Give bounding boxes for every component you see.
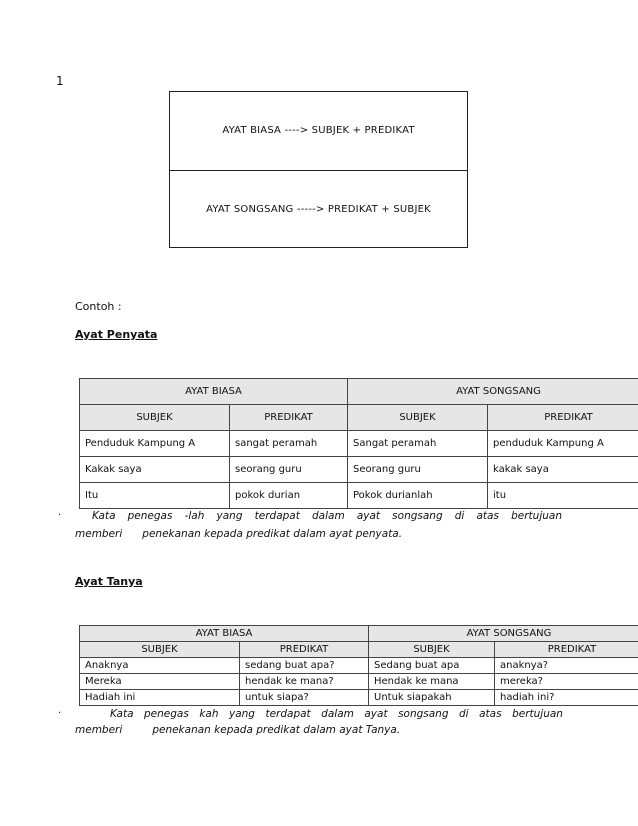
table-cell: pokok durian — [230, 483, 348, 509]
table-cell: sedang buat apa? — [240, 658, 369, 674]
table-cell: Untuk siapakah — [369, 690, 495, 706]
note-word: terdapat — [254, 510, 300, 522]
column-header-row — [80, 405, 638, 431]
note-word: bertujuan — [512, 708, 563, 720]
table-cell: Hendak ke mana — [369, 674, 495, 690]
table-cell: untuk siapa? — [240, 690, 369, 706]
table-cell: Penduduk Kampung A — [80, 431, 230, 457]
note-word: Kata — [92, 510, 116, 522]
note-word: terdapat — [265, 708, 311, 720]
section-heading-tanya: Ayat Tanya — [75, 575, 143, 588]
note-word: yang — [228, 708, 255, 720]
group-header-row — [80, 626, 638, 642]
column-header-row — [80, 642, 638, 658]
note-line-2: memberi penekanan kepada predikat dalam ayat Tanya. — [75, 724, 401, 736]
note-word: Kata — [110, 708, 134, 720]
formula-ayat-songsang: AYAT SONGSANG -----> PREDIKAT + SUBJEK — [170, 170, 467, 249]
header-ayat-songsang: AYAT SONGSANG — [369, 626, 638, 642]
col-header-subjek: SUBJEK — [369, 642, 495, 658]
group-header-row — [80, 379, 638, 405]
table-cell: Sangat peramah — [348, 431, 488, 457]
page-number: 1 — [56, 74, 64, 88]
table-cell: Itu — [80, 483, 230, 509]
table-row — [80, 483, 638, 509]
col-header-subjek: SUBJEK — [80, 642, 240, 658]
note-word: yang — [216, 510, 243, 522]
note-bullet: · — [58, 708, 62, 719]
table-row — [80, 457, 638, 483]
col-header-subjek: SUBJEK — [348, 405, 488, 431]
table-cell: Pokok durianlah — [348, 483, 488, 509]
col-header-predikat: PREDIKAT — [495, 642, 638, 658]
table-cell: hendak ke mana? — [240, 674, 369, 690]
note-line-2: memberi penekanan kepada predikat dalam ayat penyata. — [75, 528, 403, 540]
table-row — [80, 674, 638, 690]
note-word: dalam — [312, 510, 345, 522]
note-word: di — [459, 708, 469, 720]
header-ayat-biasa: AYAT BIASA — [80, 379, 348, 405]
col-header-predikat: PREDIKAT — [230, 405, 348, 431]
table-ayat-tanya — [79, 625, 638, 706]
table-cell: kakak saya — [488, 457, 638, 483]
table-row — [80, 690, 638, 706]
note-word: di — [454, 510, 465, 522]
note-word: dalam — [321, 708, 354, 720]
note-word: atas — [476, 510, 499, 522]
formula-ayat-biasa: AYAT BIASA ----> SUBJEK + PREDIKAT — [222, 125, 415, 137]
table-cell: seorang guru — [230, 457, 348, 483]
col-header-predikat: PREDIKAT — [488, 405, 638, 431]
note-line-1 — [92, 510, 562, 522]
note-word: atas — [479, 708, 502, 720]
note-word: ayat — [364, 708, 388, 720]
note-word: bertujuan — [511, 510, 562, 522]
note-word: penegas — [144, 708, 189, 720]
note-word: penegas — [127, 510, 173, 522]
header-ayat-songsang: AYAT SONGSANG — [348, 379, 638, 405]
table-cell: Anaknya — [80, 658, 240, 674]
note-bullet: · — [58, 510, 62, 521]
table-cell: hadiah ini? — [495, 690, 638, 706]
note-word: kah — [199, 708, 219, 720]
table-cell: sangat peramah — [230, 431, 348, 457]
col-header-predikat: PREDIKAT — [240, 642, 369, 658]
table-cell: mereka? — [495, 674, 638, 690]
note-line-1 — [110, 708, 563, 720]
formula-box — [169, 91, 468, 248]
table-ayat-penyata — [79, 378, 638, 509]
table-cell: itu — [488, 483, 638, 509]
table-cell: Seorang guru — [348, 457, 488, 483]
table-cell: Kakak saya — [80, 457, 230, 483]
table-cell: Hadiah ini — [80, 690, 240, 706]
note-word: ayat — [356, 510, 381, 522]
header-ayat-biasa: AYAT BIASA — [80, 626, 369, 642]
table-cell: anaknya? — [495, 658, 638, 674]
table-cell: penduduk Kampung A — [488, 431, 638, 457]
col-header-subjek: SUBJEK — [80, 405, 230, 431]
table-row — [80, 431, 638, 457]
table-row — [80, 658, 638, 674]
section-heading-penyata: Ayat Penyata — [75, 328, 158, 341]
note-word: songsang — [398, 708, 449, 720]
note-word: songsang — [392, 510, 443, 522]
table-cell: Sedang buat apa — [369, 658, 495, 674]
contoh-label: Contoh : — [75, 300, 122, 313]
table-cell: Mereka — [80, 674, 240, 690]
note-word: -lah — [184, 510, 205, 522]
